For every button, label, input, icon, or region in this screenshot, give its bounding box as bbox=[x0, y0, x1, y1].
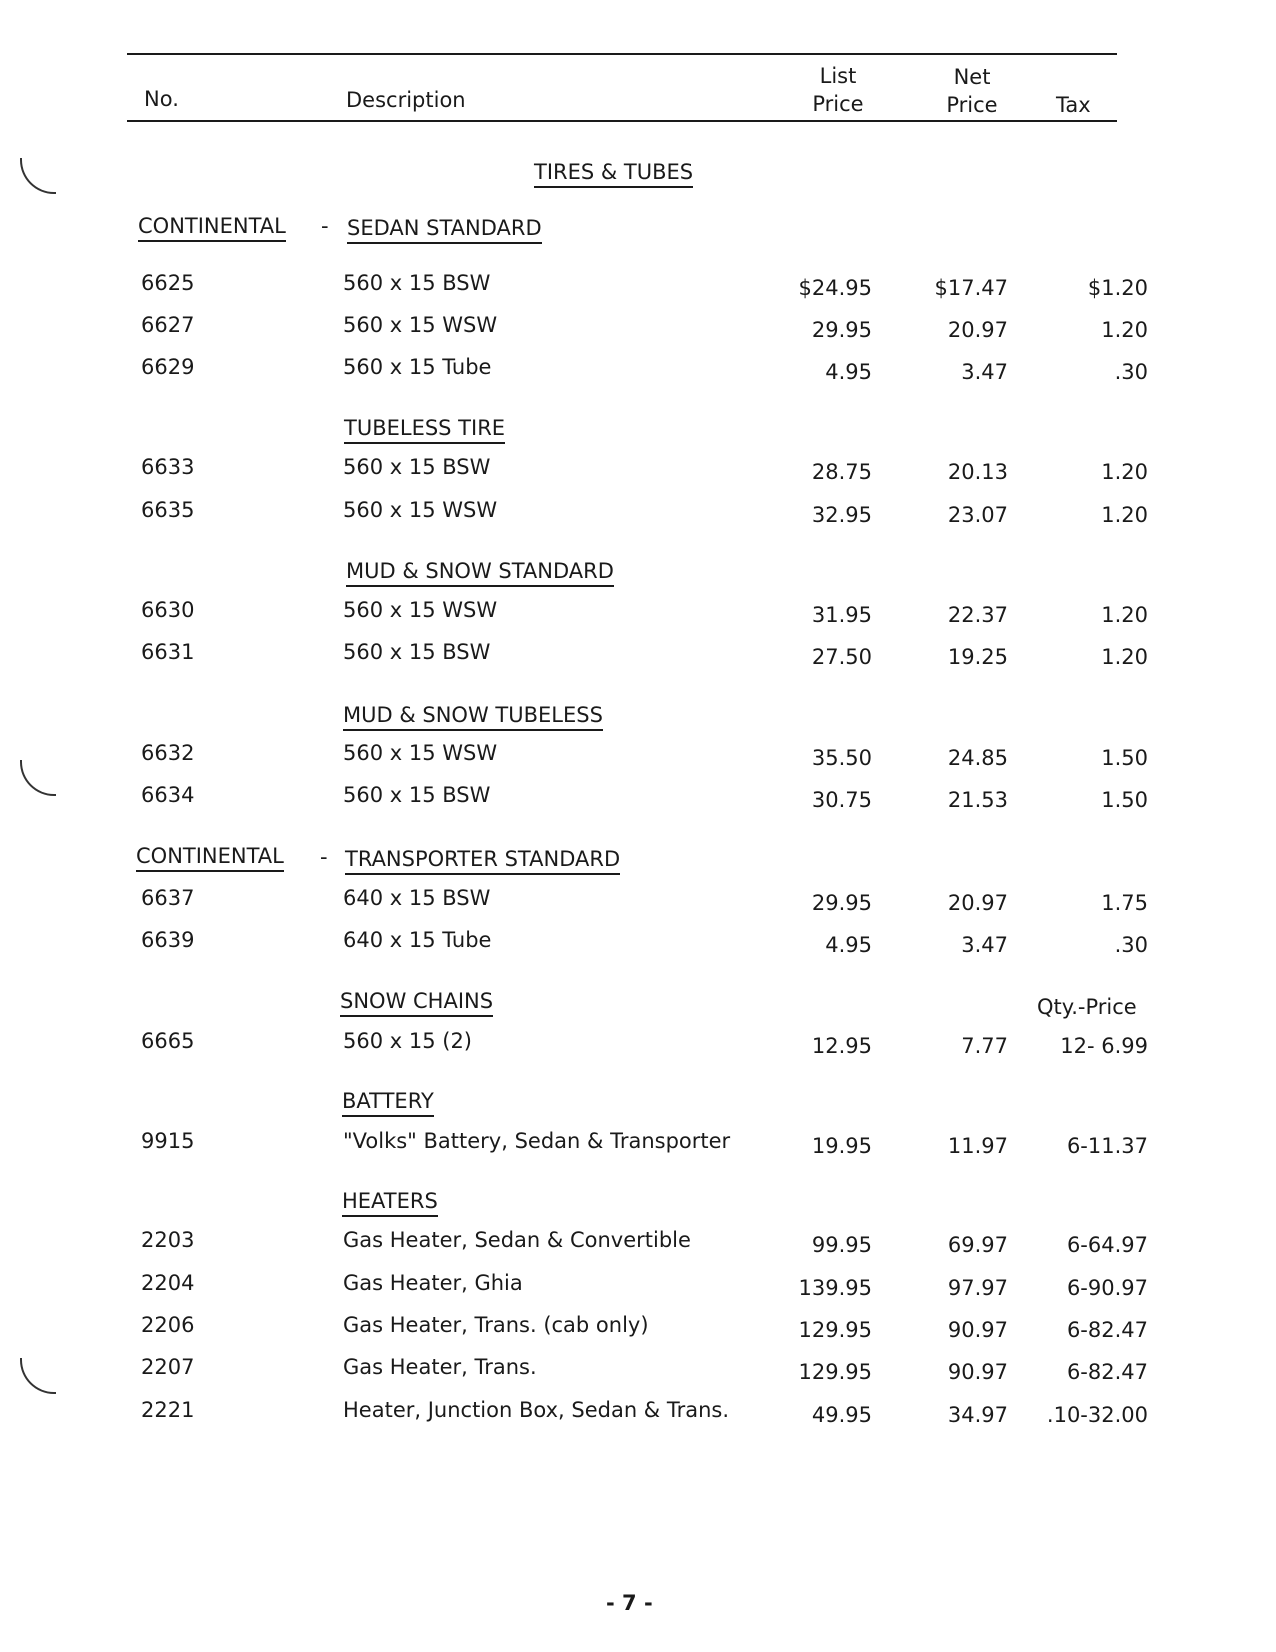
punch-hole-mark-bottom bbox=[20, 1358, 56, 1394]
group-title-mud-snow-tubeless: MUD & SNOW TUBELESS bbox=[343, 705, 603, 731]
part-number: 2206 bbox=[141, 1313, 195, 1337]
tax: 1.20 bbox=[1101, 603, 1148, 627]
list-price: 49.95 bbox=[811, 1403, 872, 1427]
part-number: 9915 bbox=[141, 1129, 195, 1153]
tax: 1.75 bbox=[1101, 891, 1148, 915]
list-price: 12.95 bbox=[811, 1034, 872, 1058]
net-price: 20.97 bbox=[947, 318, 1008, 342]
list-price: 4.95 bbox=[825, 360, 872, 384]
part-number: 2203 bbox=[141, 1228, 195, 1252]
tax: 1.20 bbox=[1101, 460, 1148, 484]
punch-hole-mark-top bbox=[20, 158, 56, 194]
tax: 1.50 bbox=[1101, 746, 1148, 770]
tax: .10-32.00 bbox=[1046, 1403, 1148, 1427]
tax: 1.50 bbox=[1101, 788, 1148, 812]
net-price: 97.97 bbox=[947, 1276, 1008, 1300]
part-number: 6627 bbox=[141, 313, 195, 337]
header-net-price-line2: Price bbox=[946, 93, 998, 117]
part-description: "Volks" Battery, Sedan & Transporter bbox=[343, 1129, 731, 1153]
group-title-mud-snow-standard: MUD & SNOW STANDARD bbox=[346, 561, 614, 587]
part-description: 640 x 15 Tube bbox=[343, 928, 492, 952]
tax: 6-82.47 bbox=[1066, 1360, 1148, 1384]
header-tax: Tax bbox=[1056, 93, 1091, 117]
tax: 6-90.97 bbox=[1066, 1276, 1148, 1300]
part-description: 560 x 15 BSW bbox=[343, 640, 491, 664]
part-number: 6631 bbox=[141, 640, 195, 664]
tax: .30 bbox=[1114, 933, 1148, 957]
net-price: 7.77 bbox=[961, 1034, 1008, 1058]
page-number: - 7 - bbox=[606, 1591, 653, 1615]
net-price: 20.97 bbox=[947, 891, 1008, 915]
part-number: 6639 bbox=[141, 928, 195, 952]
section-title: TIRES & TUBES bbox=[534, 162, 693, 188]
part-description: 560 x 15 WSW bbox=[343, 741, 498, 765]
header-bottom-rule bbox=[127, 120, 1117, 122]
header-net-price-line1: Net bbox=[953, 65, 991, 89]
part-description: Gas Heater, Trans. bbox=[343, 1355, 537, 1379]
part-number: 6630 bbox=[141, 598, 195, 622]
part-number: 6629 bbox=[141, 355, 195, 379]
list-price: 4.95 bbox=[825, 933, 872, 957]
part-number: 6637 bbox=[141, 886, 195, 910]
list-price: 27.50 bbox=[811, 645, 872, 669]
tax: 1.20 bbox=[1101, 503, 1148, 527]
group-title-sedan-standard: SEDAN STANDARD bbox=[347, 218, 542, 244]
part-number: 6625 bbox=[141, 271, 195, 295]
header-no: No. bbox=[144, 87, 179, 111]
group-brand-continental-2: CONTINENTAL bbox=[136, 846, 284, 872]
group-title-heaters: HEATERS bbox=[342, 1191, 438, 1217]
part-description: Gas Heater, Ghia bbox=[343, 1271, 523, 1295]
part-description: 560 x 15 WSW bbox=[343, 598, 498, 622]
header-top-rule bbox=[127, 53, 1117, 55]
punch-hole-mark-middle bbox=[20, 760, 56, 796]
part-description: 560 x 15 WSW bbox=[343, 498, 498, 522]
list-price: 28.75 bbox=[811, 460, 872, 484]
tax: 6-82.47 bbox=[1066, 1318, 1148, 1342]
header-net-price bbox=[934, 63, 1010, 119]
part-number: 6635 bbox=[141, 498, 195, 522]
net-price: $17.47 bbox=[934, 276, 1008, 300]
list-price: 31.95 bbox=[811, 603, 872, 627]
header-list-price-line1: List bbox=[819, 64, 857, 88]
header-list-price bbox=[800, 62, 876, 118]
net-price: 24.85 bbox=[947, 746, 1008, 770]
tax: 1.20 bbox=[1101, 645, 1148, 669]
list-price: 29.95 bbox=[811, 318, 872, 342]
tax: 6-11.37 bbox=[1066, 1134, 1148, 1158]
part-description: 560 x 15 Tube bbox=[343, 355, 492, 379]
tax: $1.20 bbox=[1087, 276, 1148, 300]
header-list-price-line2: Price bbox=[812, 92, 864, 116]
net-price: 19.25 bbox=[947, 645, 1008, 669]
tax: 1.20 bbox=[1101, 318, 1148, 342]
part-number: 2221 bbox=[141, 1398, 195, 1422]
part-description: 560 x 15 BSW bbox=[343, 783, 491, 807]
net-price: 34.97 bbox=[947, 1403, 1008, 1427]
list-price: 32.95 bbox=[811, 503, 872, 527]
part-number: 6633 bbox=[141, 455, 195, 479]
group-brand-continental: CONTINENTAL bbox=[138, 216, 286, 242]
part-description: Gas Heater, Trans. (cab only) bbox=[343, 1313, 649, 1337]
list-price: 30.75 bbox=[811, 788, 872, 812]
list-price: 129.95 bbox=[798, 1360, 872, 1384]
part-description: 640 x 15 BSW bbox=[343, 886, 491, 910]
qty-price-label: Qty.-Price bbox=[1037, 995, 1137, 1019]
net-price: 69.97 bbox=[947, 1233, 1008, 1257]
net-price: 90.97 bbox=[947, 1360, 1008, 1384]
group-title-snow-chains: SNOW CHAINS bbox=[340, 991, 493, 1017]
header-description: Description bbox=[346, 88, 466, 112]
part-description: Gas Heater, Sedan & Convertible bbox=[343, 1228, 691, 1252]
net-price: 3.47 bbox=[961, 360, 1008, 384]
part-number: 6632 bbox=[141, 741, 195, 765]
group-title-battery: BATTERY bbox=[342, 1091, 434, 1117]
tax: .30 bbox=[1114, 360, 1148, 384]
list-price: 35.50 bbox=[811, 746, 872, 770]
part-description: 560 x 15 WSW bbox=[343, 313, 498, 337]
net-price: 3.47 bbox=[961, 933, 1008, 957]
tax: 12- 6.99 bbox=[1060, 1034, 1148, 1058]
net-price: 22.37 bbox=[947, 603, 1008, 627]
part-number: 6634 bbox=[141, 783, 195, 807]
net-price: 23.07 bbox=[947, 503, 1008, 527]
group-title-tubeless-tire: TUBELESS TIRE bbox=[344, 418, 505, 444]
group-dash: - bbox=[321, 214, 329, 238]
net-price: 20.13 bbox=[947, 460, 1008, 484]
part-number: 6665 bbox=[141, 1029, 195, 1053]
list-price: 129.95 bbox=[798, 1318, 872, 1342]
list-price: 99.95 bbox=[811, 1233, 872, 1257]
part-number: 2207 bbox=[141, 1355, 195, 1379]
part-number: 2204 bbox=[141, 1271, 195, 1295]
group-title-transporter-standard: TRANSPORTER STANDARD bbox=[345, 849, 620, 875]
list-price: $24.95 bbox=[798, 276, 872, 300]
group-dash-2: - bbox=[320, 845, 328, 869]
part-description: 560 x 15 (2) bbox=[343, 1029, 473, 1053]
tax: 6-64.97 bbox=[1066, 1233, 1148, 1257]
part-description: Heater, Junction Box, Sedan & Trans. bbox=[343, 1398, 730, 1422]
list-price: 139.95 bbox=[798, 1276, 872, 1300]
net-price: 21.53 bbox=[947, 788, 1008, 812]
net-price: 11.97 bbox=[947, 1134, 1008, 1158]
part-description: 560 x 15 BSW bbox=[343, 455, 491, 479]
list-price: 29.95 bbox=[811, 891, 872, 915]
net-price: 90.97 bbox=[947, 1318, 1008, 1342]
list-price: 19.95 bbox=[811, 1134, 872, 1158]
part-description: 560 x 15 BSW bbox=[343, 271, 491, 295]
